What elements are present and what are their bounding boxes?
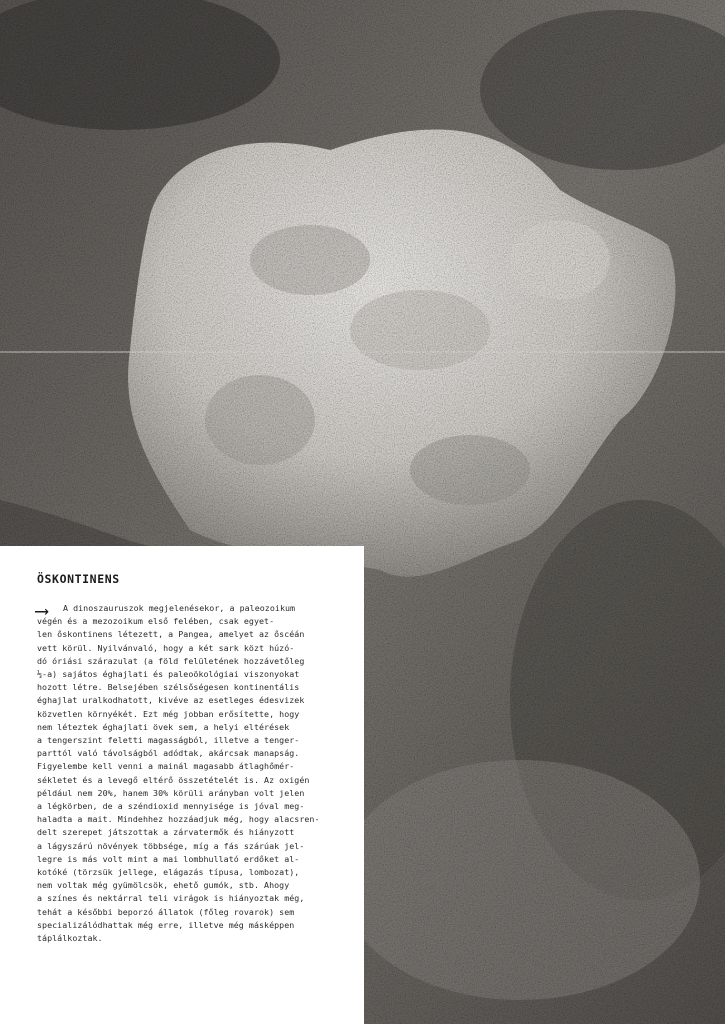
body-paragraph [37,602,331,945]
text-line: haladta a mait. Mindehhez hozzáadjuk még, hogy alacsren- [37,814,320,825]
text-line: delt szerepet játszottak a zárvatermők és hiányzott [37,827,295,838]
text-line: tehát a későbbi beporzó állatok (főleg rovarok) sem [37,906,295,917]
text-line: végén és a mezozoikum első felében, csak egyet- [37,616,275,627]
text-line: közvetlen környékét. Ezt még jobban erősítette, hogy [37,708,300,719]
section-heading: ÖSKONTINENS [37,572,120,586]
text-line: éghajlat uralkodhatott, kivéve az esetleges édesvizek [37,695,305,706]
text-line: táplálkoztak. [37,933,103,944]
text-line: ⅓-a) sajátos éghajlati és paleoökológiai viszonyokat [37,669,300,680]
text-line: kotóké (törzsük jellege, elágazás típusa, lombozat), [37,867,300,878]
text-line: A dinoszauruszok megjelenésekor, a paleozoikum [63,603,296,613]
text-line: len őskontinens létezett, a Pangea, amelyet az őscéán [37,629,305,640]
text-line: a tengerszint feletti magasságból, illetve a tenger- [37,735,300,746]
text-line: nem voltak még gyümölcsök, ehető gumók, stb. Ahogy [37,880,290,891]
text-line: dó óriási szárazulat (a föld felületének hozzávetőleg [37,655,305,666]
text-panel [0,546,364,1024]
text-line: Figyelembe kell venni a mainál magasabb átlaghőmér- [37,761,295,772]
text-line: legre is más volt mint a mai lombhullató erdőket al- [37,853,300,864]
text-line: vett körül. Nyilvánvaló, hogy a két sark közt húzó- [37,642,295,653]
text-line: nem léteztek éghajlati övek sem, a helyi eltérések [37,721,290,732]
text-line: specializálódhattak még erre, illetve még másképpen [37,919,295,930]
text-line: a lágyszárú növények többsége, míg a fás szárúak jel- [37,840,305,851]
text-line: sékletet és a levegő eltérő összetételét is. Az oxigén [37,774,310,785]
right-arrow-icon: ⟶ [36,600,48,622]
text-line: a légkörben, de a széndioxid mennyisége is jóval meg- [37,801,305,812]
text-line: hozott létre. Belsejében szélsőségesen kontinentális [37,682,300,693]
text-line: például nem 20%, hanem 30% körüli arányban volt jelen [37,787,305,798]
text-line: a színes és nektárral teli virágok is hiányoztak még, [37,893,305,904]
text-line: parttól való távolságból adódtak, akárcsak manapság. [37,748,300,759]
